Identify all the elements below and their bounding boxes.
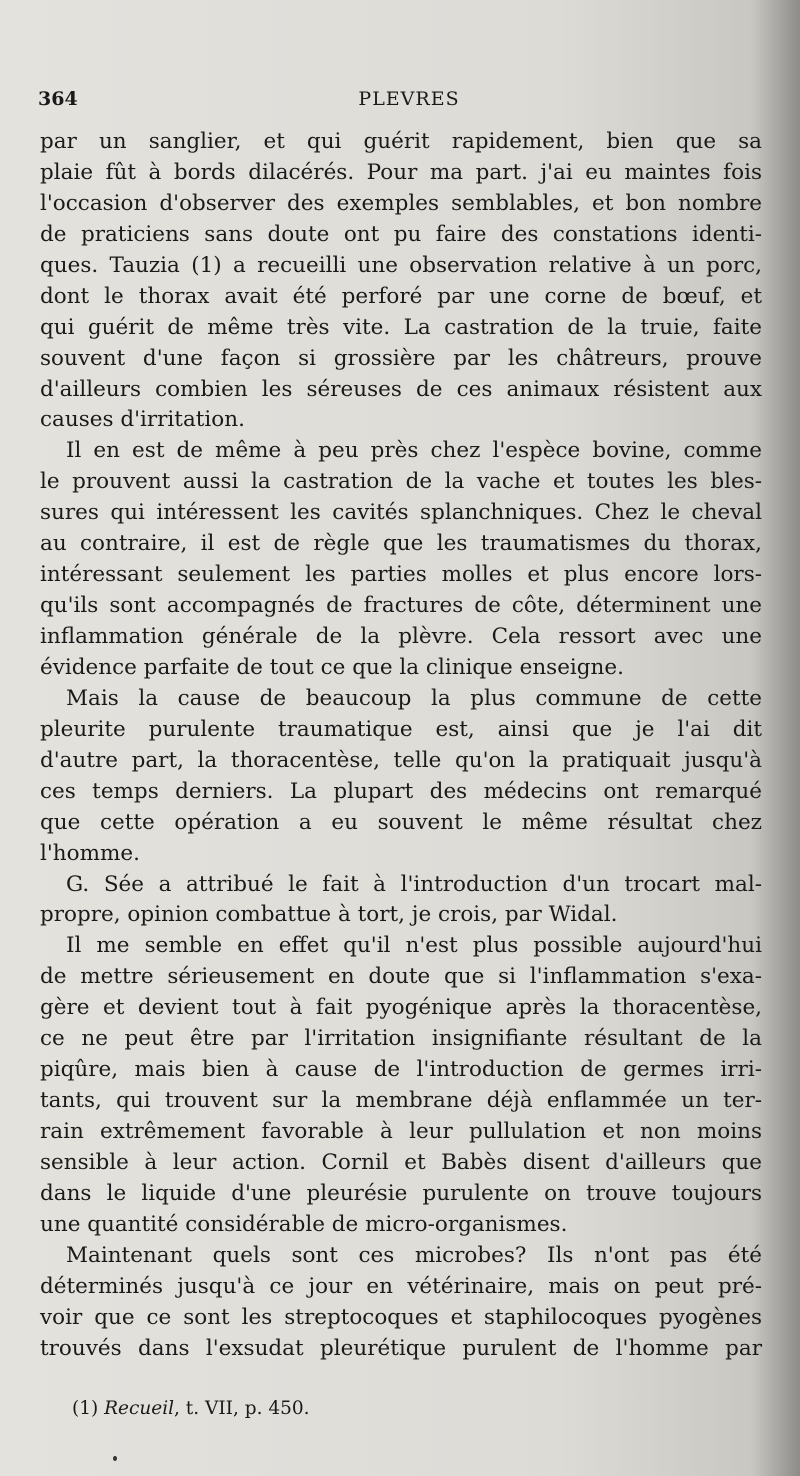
text-line: le prouvent aussi la castration de la vache et toutes les bles- — [40, 469, 762, 495]
text-line: G. Sée a attribué le fait à l'introduction d'un trocart mal- — [66, 871, 762, 897]
text-line: Mais la cause de beaucoup la plus commune de cette — [66, 685, 762, 711]
text-line: de praticiens sans doute ont pu faire des constations identi- — [40, 221, 762, 247]
text-line: au contraire, il est de règle que les traumatismes du thorax, — [40, 531, 762, 557]
text-line: de mettre sérieusement en doute que si l'inflammation s'exa- — [40, 964, 762, 990]
text-line: que cette opération a eu souvent le même résultat chez — [40, 809, 762, 835]
text-line: Il me semble en effet qu'il n'est plus possible aujourd'hui — [66, 933, 762, 959]
text-line: déterminés jusqu'à ce jour en vétérinaire, mais on peut pré- — [40, 1273, 762, 1299]
text-line: tants, qui trouvent sur la membrane déjà enflammée un ter- — [40, 1088, 762, 1114]
text-line: Maintenant quels sont ces microbes? Ils n'ont pas été — [66, 1242, 762, 1268]
text-line: qui guérit de même très vite. La castration de la truie, faite — [40, 314, 762, 340]
text-line: Il en est de même à peu près chez l'espèce bovine, comme — [66, 438, 762, 464]
text-line: dont le thorax avait été perforé par une corne de bœuf, et — [40, 283, 762, 309]
text-line: trouvés dans l'exsudat pleurétique purulent de l'homme par — [40, 1335, 762, 1361]
text-line: pleurite purulente traumatique est, ainsi que je l'ai dit — [40, 716, 762, 742]
footnote-source: Recueil — [104, 1398, 175, 1419]
text-line: évidence parfaite de tout ce que la clinique enseigne. — [40, 654, 624, 680]
text-line: sures qui intéressent les cavités splanchniques. Chez le cheval — [40, 500, 762, 526]
text-line: l'homme. — [40, 840, 140, 866]
text-line: inflammation générale de la plèvre. Cela ressort avec une — [40, 624, 762, 649]
text-line: gère et devient tout à fait pyogénique après la thoracentèse, — [40, 995, 762, 1021]
text-line: rain extrêmement favorable à leur pullulation et non moins — [40, 1119, 762, 1144]
text-line: une quantité considérable de micro-organismes. — [40, 1211, 568, 1237]
text-line: piqûre, mais bien à cause de l'introduction de germes irri- — [40, 1057, 762, 1083]
footnote — [72, 1398, 310, 1419]
page-number: 364 — [38, 88, 78, 110]
body-text — [40, 127, 762, 1365]
text-line: l'occasion d'observer des exemples semblables, et bon nombre — [40, 190, 762, 216]
text-line: qu'ils sont accompagnés de fractures de côte, déterminent une — [40, 593, 762, 619]
text-line: dans le liquide d'une pleurésie purulente on trouve toujours — [40, 1180, 762, 1206]
text-line: souvent d'une façon si grossière par les châtreurs, prouve — [40, 345, 762, 371]
footnote-reference: , t. VII, p. 450. — [174, 1398, 310, 1419]
text-line: propre, opinion combattue à tort, je crois, par Widal. — [40, 902, 618, 928]
text-line: causes d'irritation. — [40, 407, 245, 433]
text-line: intéressant seulement les parties molles et plus encore lors- — [40, 562, 762, 588]
text-line: ce ne peut être par l'irritation insignifiante résultant de la — [40, 1026, 762, 1052]
text-line: voir que ce sont les streptocoques et staphilocoques pyogènes — [40, 1304, 762, 1330]
chapter-title: PLEVRES — [358, 88, 460, 110]
footnote-marker: (1) — [72, 1398, 99, 1419]
text-line: plaie fût à bords dilacérés. Pour ma part. j'ai eu maintes fois — [40, 159, 762, 185]
text-line: d'ailleurs combien les séreuses de ces animaux résistent aux — [40, 376, 762, 402]
text-line: par un sanglier, et qui guérit rapidement, bien que sa — [40, 129, 762, 154]
text-line: ques. Tauzia (1) a recueilli une observation relative à un porc, — [40, 252, 762, 278]
text-line: sensible à leur action. Cornil et Babès disent d'ailleurs que — [40, 1149, 762, 1175]
running-head — [38, 88, 740, 114]
text-line: d'autre part, la thoracentèse, telle qu'on la pratiquait jusqu'à — [40, 747, 762, 773]
text-line: ces temps derniers. La plupart des médecins ont remarqué — [40, 778, 762, 804]
ink-speck — [113, 1456, 117, 1461]
